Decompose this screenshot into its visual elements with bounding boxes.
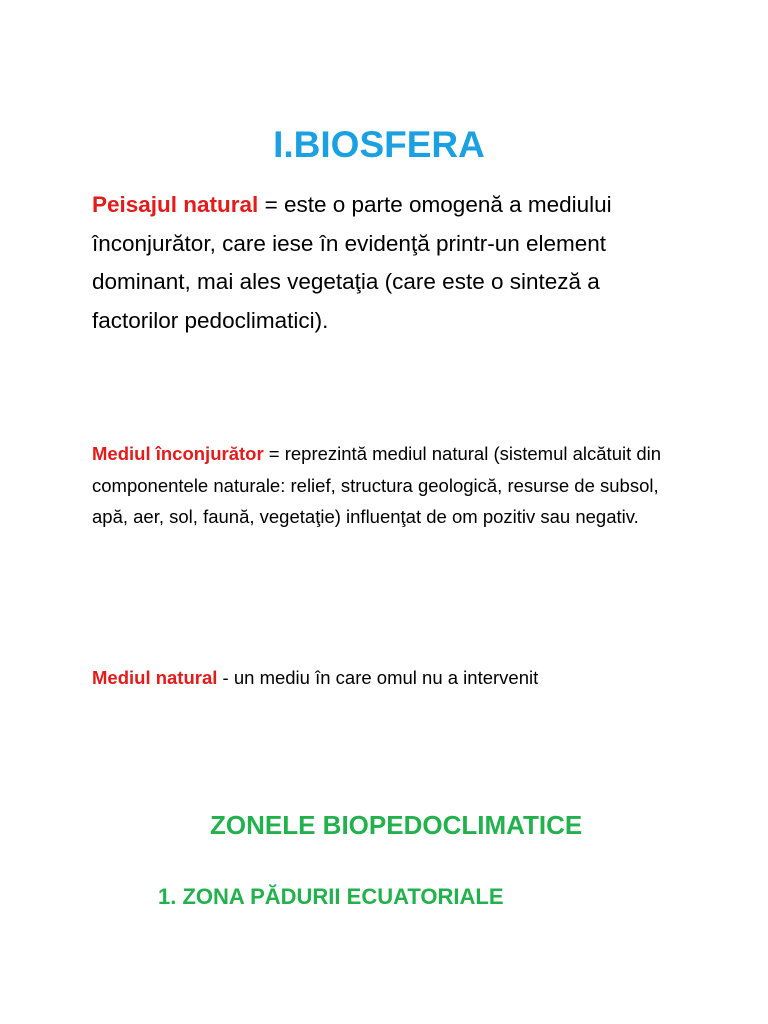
subsection-heading: 1. ZONA PĂDURII ECUATORIALE	[158, 884, 504, 909]
definition-mediul-natural	[92, 662, 692, 694]
page-title: I.BIOSFERA	[273, 124, 485, 165]
definition-term: Mediul înconjurător	[92, 443, 264, 464]
definition-term: Peisajul natural	[92, 192, 259, 217]
definition-text: = reprezintă mediul natural (sistemul alcătuit din componentele naturale: relief, structura geologică, resurse de subsol, apă, aer, sol, faună, vegetaţie) influenţat de om pozitiv sau negativ.	[92, 443, 662, 527]
definition-term: Mediul natural	[92, 667, 218, 688]
definition-text: = este o parte omogenă a mediului înconjurător, care iese în evidenţă printr-un element dominant, mai ales vegetaţia (care este o sinteză a factorilor pedoclimatici).	[92, 192, 612, 333]
definition-peisajul-natural	[92, 186, 692, 340]
definition-mediul-inconjurator	[92, 438, 692, 533]
section-heading: ZONELE BIOPEDOCLIMATICE	[210, 810, 583, 840]
definition-text: - un mediu în care omul nu a intervenit	[217, 667, 539, 688]
